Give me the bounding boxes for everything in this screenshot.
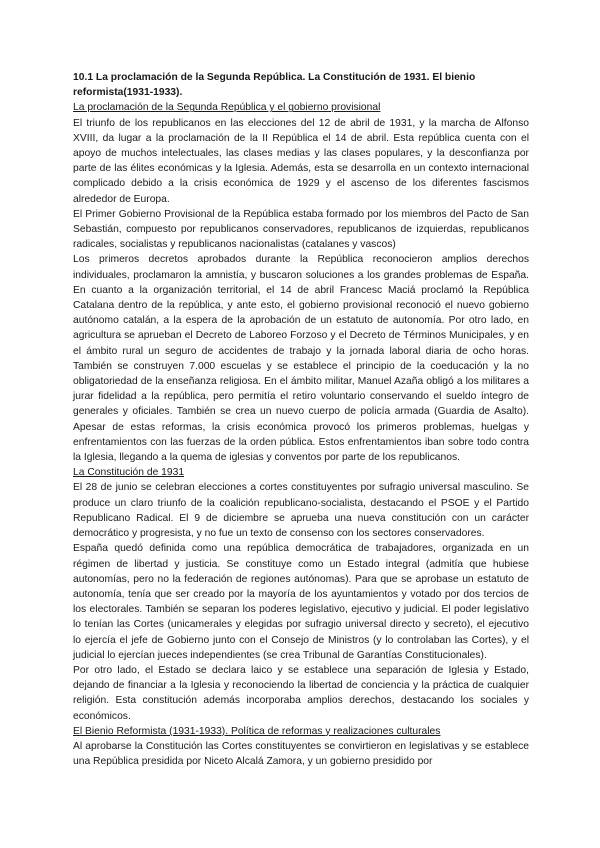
paragraph: España quedó definida como una república democrática de trabajadores, organizada en un régimen de libertad y justicia. Se constituye como un Estado integral (admitía que hubiese autonomías, pero no la federación de regiones autónomas). Para que se aprobase un estatuto de autonomía, tenía que ser creado por la mayoría de los ayuntamientos y votado por dos tercios de los electorales. También se separan los poderes legislativo, ejecutivo y judicial. El poder legislativo lo tenían las Cortes (unicamerales y elegidas por sufragio universal directo y secreto), el ejecutivo lo ejercía el jefe de Gobierno junto con el Consejo de Ministros (y lo controlaban las Cortes), y el judicial lo ejercían jueces independientes (se crea Tribunal de Garantías Constitucionales). (73, 543, 529, 661)
paragraph: Al aprobarse la Constitución las Cortes constituyentes se convirtieron en legislativas y se establece una República presidida por Niceto Alcalá Zamora, y un gobierno presidido por (73, 740, 529, 768)
section-heading-constitucion: La Constitución de 1931 (73, 467, 185, 479)
paragraph: El 28 de junio se celebran elecciones a cortes constituyentes por sufragio universal masculino. Se produce un claro triunfo de la coalición republicano-socialista, destacando el PSOE y el Partido Republicano Radical. El 9 de diciembre se aprueba una nueva constitución con un carácter democrático y progresista, y no fue un texto de consenso con los sectores conservadores. (73, 482, 529, 540)
paragraph: El Primer Gobierno Provisional de la República estaba formado por los miembros del Pacto de San Sebastián, compuesto por republicanos conservadores, republicanos de izquierdas, republicanos radicales, socialistas y republicanos nacionalistas (catalanes y vascos) (73, 208, 529, 251)
section-heading-proclamacion: La proclamación de la Segunda República y el gobierno provisional (73, 102, 381, 114)
paragraph: Por otro lado, el Estado se declara laico y se establece una separación de Iglesia y Estado, dejando de financiar a la Iglesia y reconociendo la libertad de conciencia y la práctica de cualquier religión. Esta constitución además incorporaba amplios derechos, destacando los sociales y económicos. (73, 664, 529, 722)
section-heading-bienio-reformista: El Bienio Reformista (1931-1933). Política de reformas y realizaciones culturales (73, 725, 441, 737)
paragraph: El triunfo de los republicanos en las elecciones del 12 de abril de 1931, y la marcha de Alfonso XVIII, da lugar a la proclamación de la II República el 14 de abril. Esta república cuenta con el apoyo de muchos intelectuales, las clases medias y las clases populares, y la desconfianza por parte de las élites económicas y la Iglesia. Además, esta se desarrolla en un contexto internacional complicado debido a la crisis económica de 1929 y el ascenso de los diferentes fascismos alrededor de Europa. (73, 117, 529, 205)
document-page (73, 70, 529, 769)
paragraph: Los primeros decretos aprobados durante la República reconocieron amplios derechos individuales, proclamaron la amnistía, y buscaron soluciones a los grandes problemas de España. En cuanto a la organización territorial, el 14 de abril Francesc Maciá proclamó la República Catalana dentro de la república, y ante esto, el gobierno provisional reconoció el nuevo gobierno autónomo catalán, a la espera de la aprobación de un estatuto de autonomía. Por otro lado, en agricultura se aprueban el Decreto de Laboreo Forzoso y el Decreto de Términos Municipales, y en el ámbito rural un seguro de accidentes de trabajo y la jornada laboral diaria de ocho horas. También se construyen 7.000 escuelas y se establece el principio de la coeducación y la no obligatoriedad de la enseñanza religiosa. En el ámbito militar, Manuel Azaña obligó a los militares a jurar fidelidad a la república, pero permitía el retiro voluntario conservando el sueldo íntegro de generales y oficiales. También se crea un nuevo cuerpo de policía armada (Guardia de Asalto). Apesar de estas reformas, la crisis económica provocó los primeros problemas, huelgas y enfrentamientos con las fuerzas de la orden pública. Estos enfrentamientos iban sobre todo contra la Iglesia, llegando a la quema de iglesias y conventos por parte de los republicanos. (73, 254, 529, 464)
document-title: 10.1 La proclamación de la Segunda República. La Constitución de 1931. El bienio reformista(1931-1933). (73, 72, 476, 99)
